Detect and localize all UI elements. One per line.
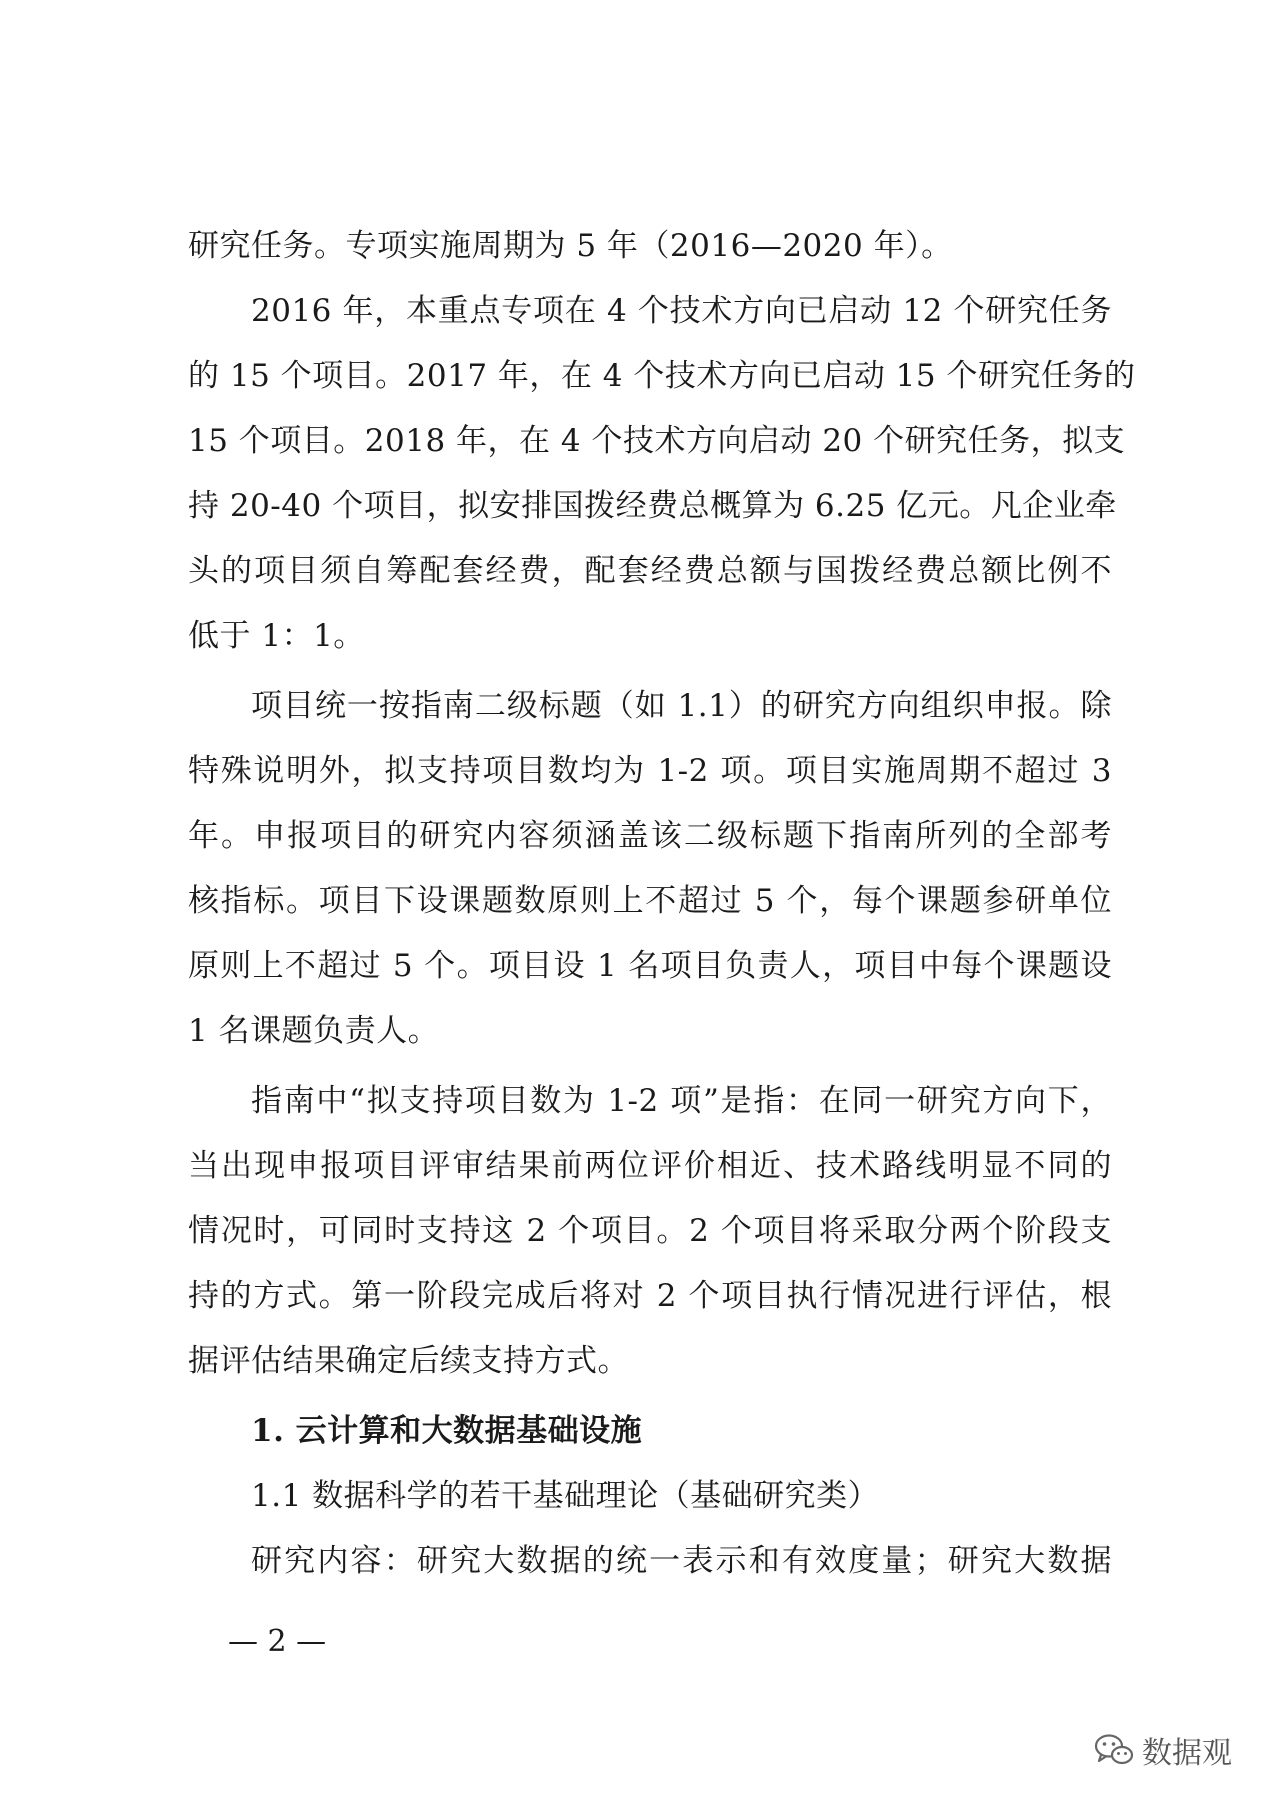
- text-line: 据评估结果确定后续支持方式。: [188, 1343, 629, 1379]
- text-line: 研究内容：研究大数据的统一表示和有效度量；研究大数据: [251, 1543, 1112, 1579]
- text-line: 15 个项目。2018 年，在 4 个技术方向启动 20 个研究任务，拟支: [188, 423, 1126, 459]
- text-line: 低于 1：1。: [188, 618, 365, 654]
- section-heading: 1. 云计算和大数据基础设施: [251, 1413, 643, 1449]
- text-line: 1 名课题负责人。: [188, 1013, 440, 1049]
- text-line: 指南中“拟支持项目数为 1-2 项”是指：在同一研究方向下，: [251, 1083, 1112, 1119]
- text-line: 特殊说明外，拟支持项目数均为 1-2 项。项目实施周期不超过 3: [188, 753, 1112, 789]
- wechat-icon: [1094, 1733, 1134, 1767]
- text-line: 核指标。项目下设课题数原则上不超过 5 个，每个课题参研单位: [188, 883, 1112, 919]
- text-line: 研究任务。专项实施周期为 5 年（2016—2020 年）。: [188, 228, 953, 264]
- text-line: 项目统一按指南二级标题（如 1.1）的研究方向组织申报。除: [251, 688, 1112, 724]
- subsection-heading: 1.1 数据科学的若干基础理论（基础研究类）: [251, 1478, 880, 1514]
- text-line: 持的方式。第一阶段完成后将对 2 个项目执行情况进行评估，根: [188, 1278, 1112, 1314]
- text-line: 当出现申报项目评审结果前两位评价相近、技术路线明显不同的: [188, 1148, 1112, 1184]
- text-line: 头的项目须自筹配套经费，配套经费总额与国拨经费总额比例不: [188, 553, 1112, 589]
- text-line: 持 20-40 个项目，拟安排国拨经费总概算为 6.25 亿元。凡企业牵: [188, 488, 1117, 524]
- text-line: 原则上不超过 5 个。项目设 1 名项目负责人，项目中每个课题设: [188, 948, 1112, 984]
- text-line: 年。申报项目的研究内容须涵盖该二级标题下指南所列的全部考: [188, 818, 1112, 854]
- page-number: — 2 —: [228, 1624, 327, 1659]
- text-line: 2016 年，本重点专项在 4 个技术方向已启动 12 个研究任务: [251, 293, 1112, 329]
- text-line: 的 15 个项目。2017 年，在 4 个技术方向已启动 15 个研究任务的: [188, 358, 1136, 394]
- watermark: [1094, 1728, 1232, 1772]
- watermark-label: 数据观: [1142, 1736, 1232, 1771]
- text-line: 情况时，可同时支持这 2 个项目。2 个项目将采取分两个阶段支: [188, 1213, 1112, 1249]
